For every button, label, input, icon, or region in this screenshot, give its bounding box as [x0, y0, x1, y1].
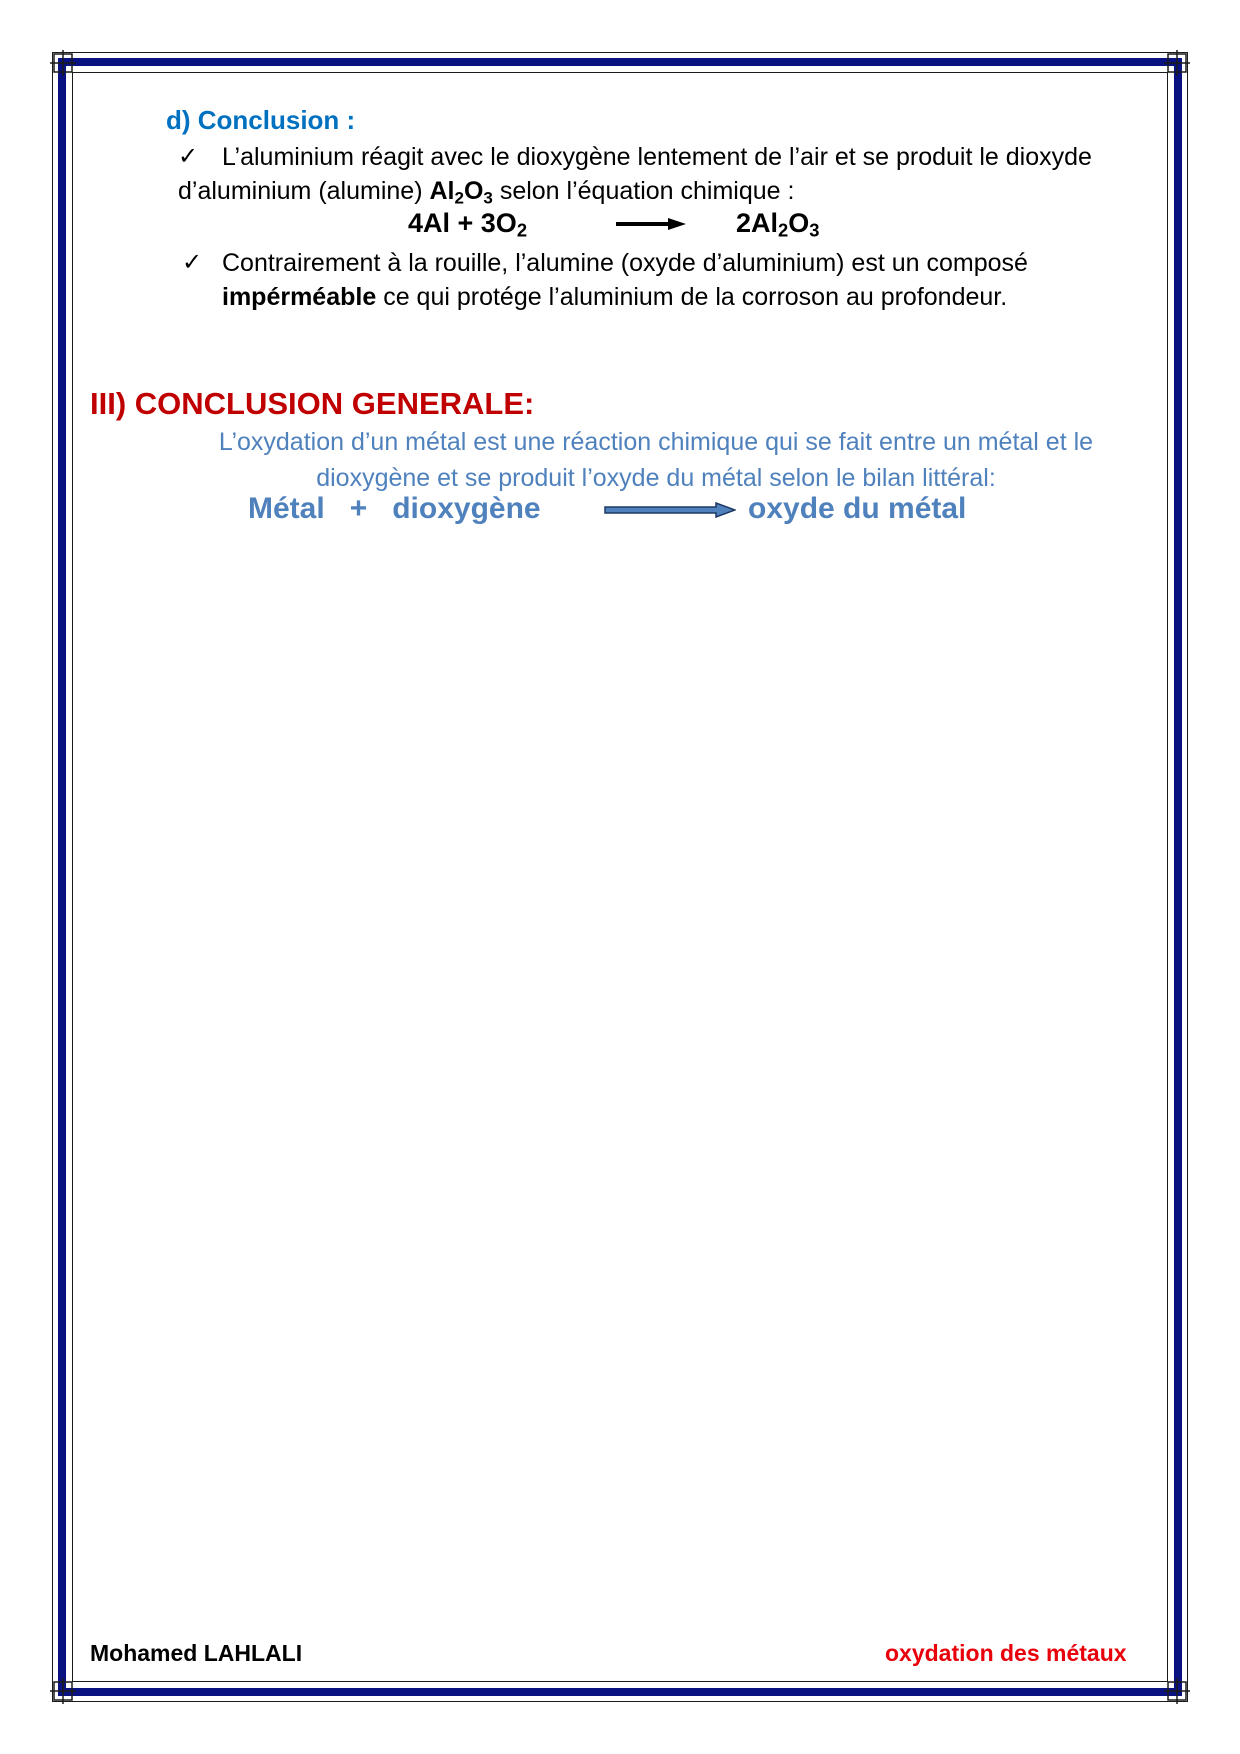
reaction-arrow-icon [616, 216, 686, 232]
conclusion-heading: d) Conclusion : [166, 105, 356, 135]
footer-topic: oxydation des métaux [885, 1640, 1127, 1666]
equation-product: $2Al_2O_3$ [736, 208, 820, 241]
checkmark-icon: ✓ [178, 143, 199, 170]
checkmark-icon: ✓ [182, 249, 203, 276]
impermeable-keyword: impérméable [222, 283, 377, 311]
alumina-formula: $Al_2O_3$ [429, 177, 493, 208]
law-reactants: Métal + dioxygène [248, 492, 541, 525]
equation-reactants: $4Al + 3O_2$ [408, 208, 528, 241]
law-arrow-icon [604, 502, 736, 518]
general-conclusion-title: III) CONCLUSION GENERALE: [90, 386, 535, 421]
conclusion-bullet-1-text: L’aluminium réagit avec le dioxygène lentement de l’air et se produit le dioxyde d’aluminium (alumine) $Al_2O_3$ selon l’équation chimique : [178, 143, 1092, 208]
footer-author: Mohamed LAHLALI [90, 1640, 303, 1666]
general-conclusion-text: L’oxydation d’un métal est une réaction chimique qui se fait entre un métal et le dioxygène et se produit l’oxyde du métal selon le bilan littéral: [218, 428, 1094, 492]
conclusion-bullet-2-text: Contrairement à la rouille, l’alumine (oxyde d’aluminium) est un composé impérméable ce qui protége l’aluminium de la corroson au profondeur. [222, 249, 1028, 311]
law-product: oxyde du métal [748, 492, 967, 525]
